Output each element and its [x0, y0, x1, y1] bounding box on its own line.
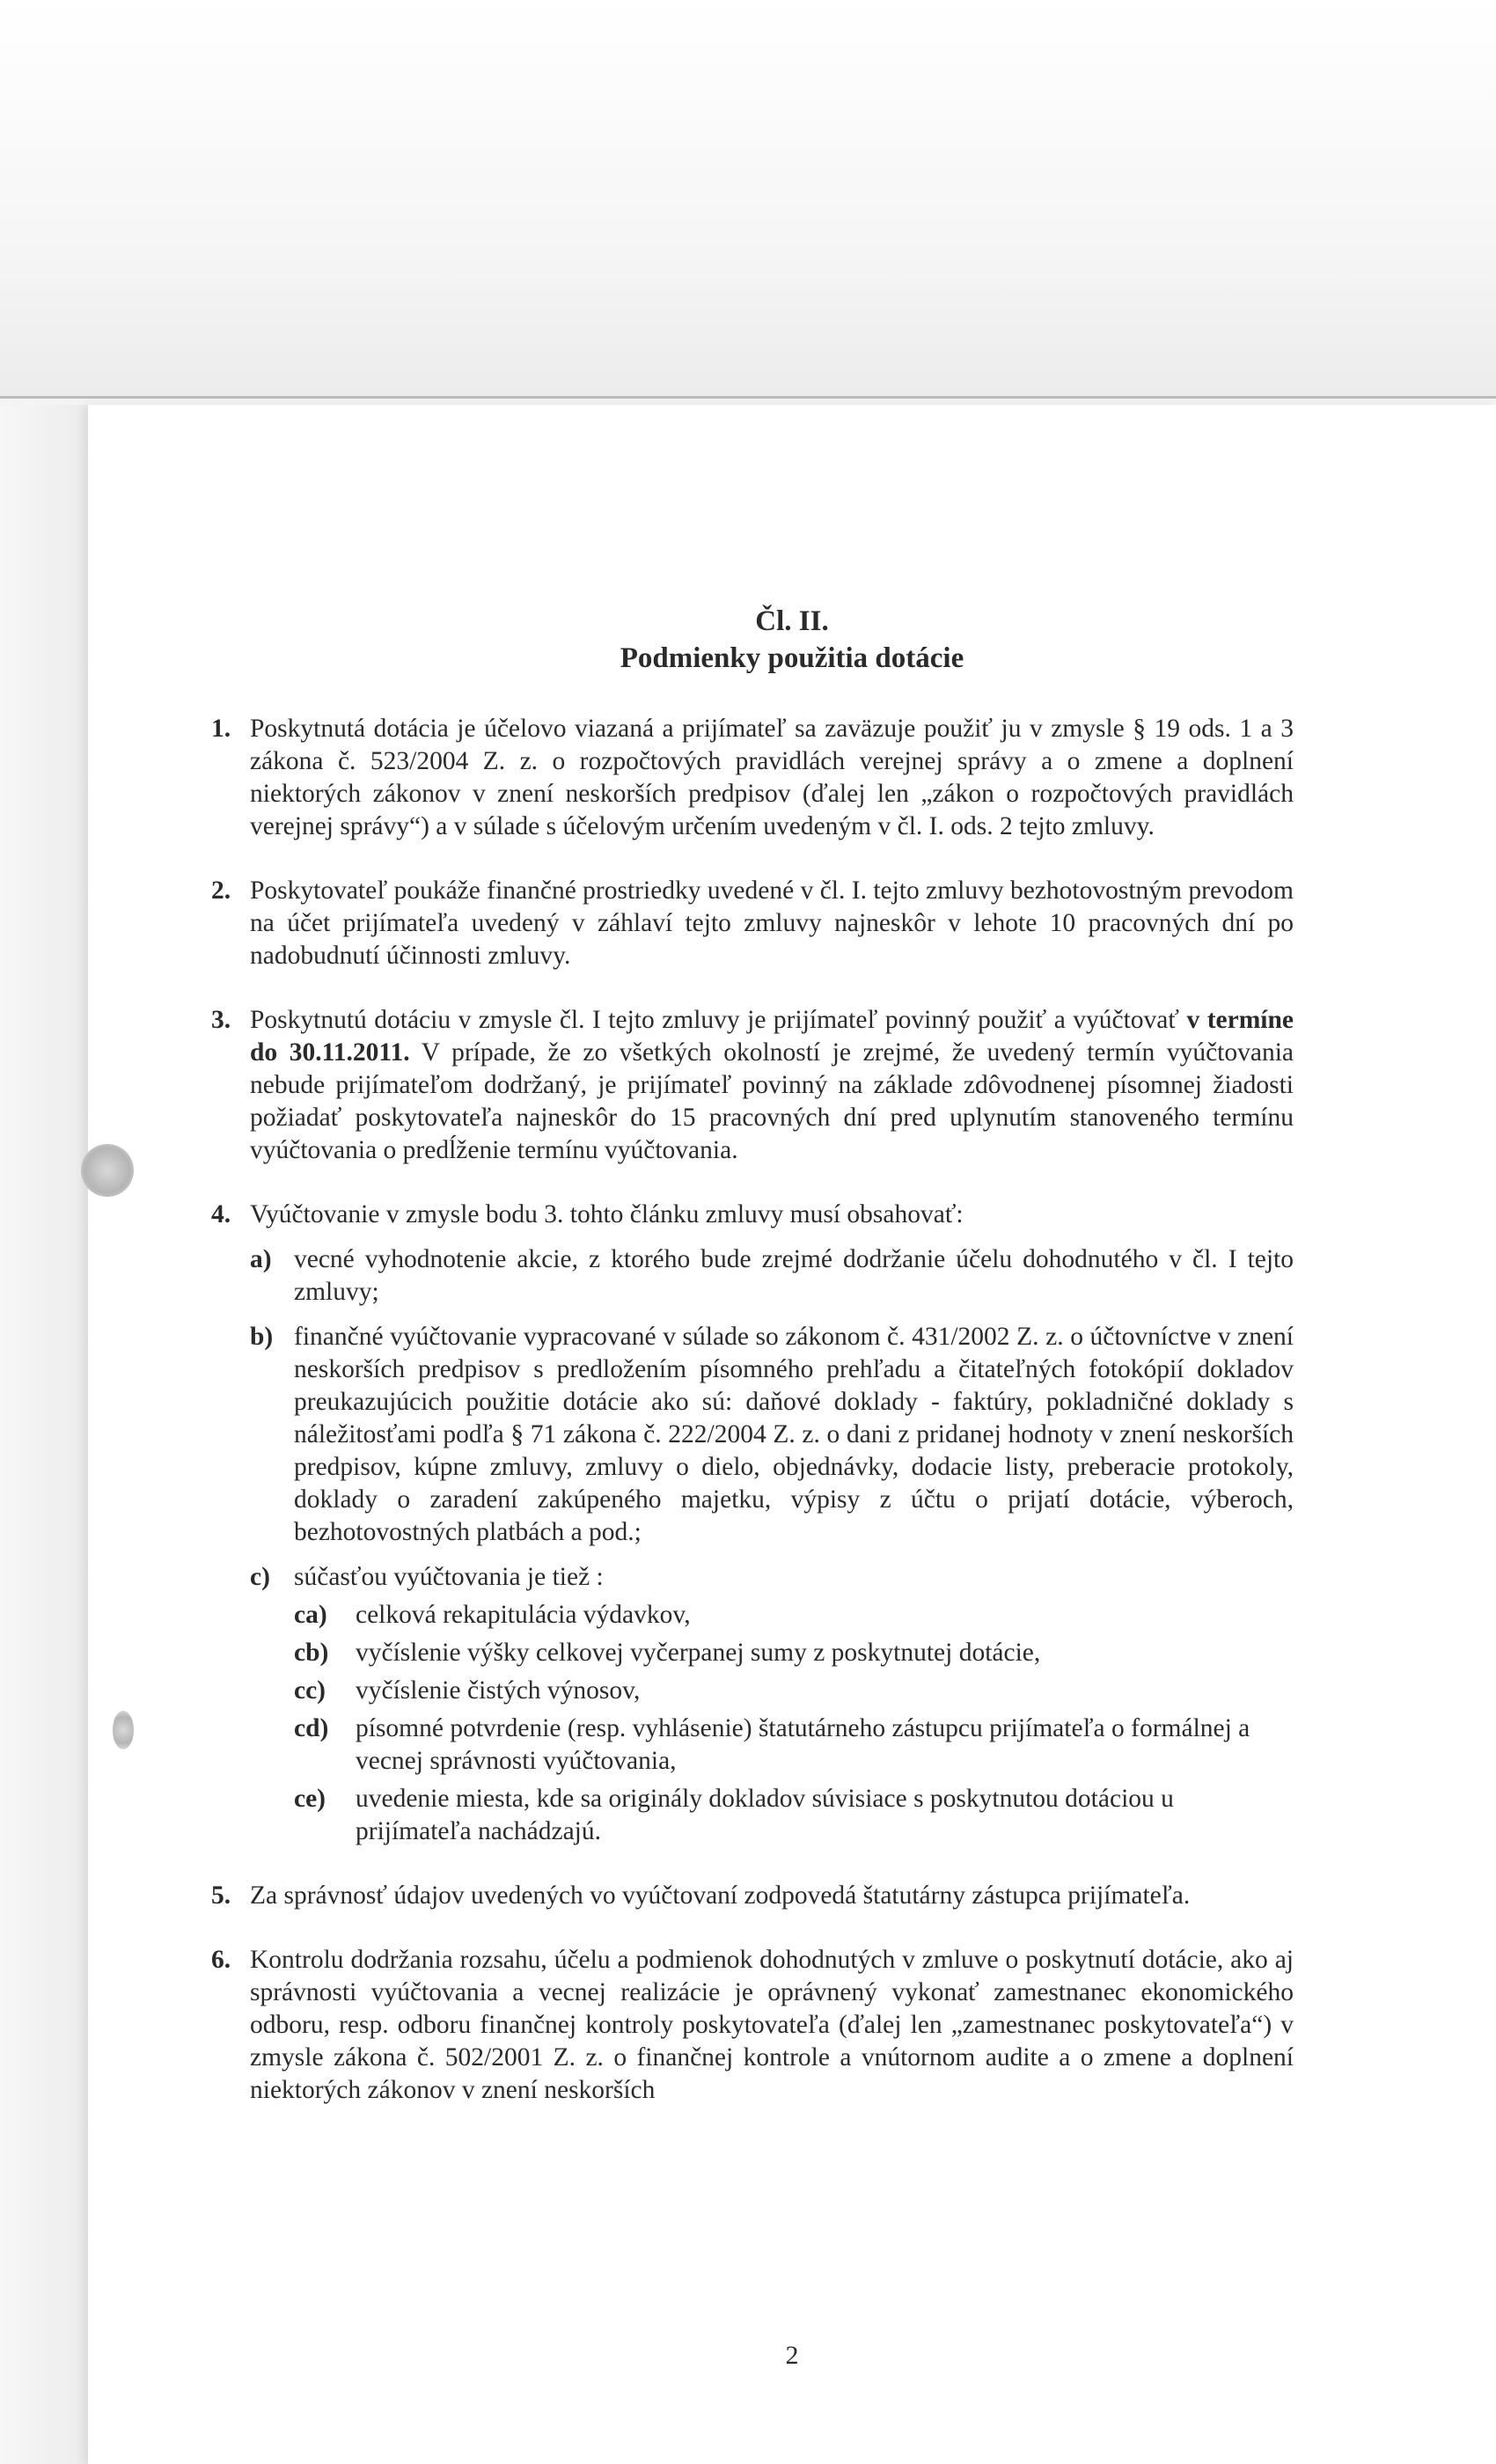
subclause-b	[250, 1321, 1294, 1549]
clause-deadline: v termíne do 30.11.2011.	[250, 1006, 1294, 1067]
page-left-margin	[0, 405, 88, 2464]
clause-1	[211, 713, 1294, 843]
list-item-label: cb)	[294, 1639, 329, 1667]
clause-3	[211, 1004, 1294, 1167]
page-number: 2	[785, 2341, 799, 2370]
punch-hole-mark	[113, 1711, 134, 1749]
punch-hole-mark	[81, 1144, 134, 1197]
list-item-text: uvedenie miesta, kde sa originály dokladov súvisiace s poskytnutou dotáciou u prijímateľa nachádzajú.	[356, 1785, 1174, 1845]
subclause-label: b)	[250, 1323, 274, 1351]
list-item-text: vyčíslenie čistých výnosov,	[356, 1676, 641, 1705]
subclause-text: vecné vyhodnotenie akcie, z ktorého bude zrejmé dodržanie účelu dohodnutého v čl. I tejto zmluvy;	[294, 1245, 1294, 1306]
list-item-label: cd)	[294, 1714, 329, 1742]
list-item-ca	[294, 1599, 1294, 1632]
article-body	[211, 713, 1294, 2138]
clause-text: Kontrolu dodržania rozsahu, účelu a podmienok dohodnutých v zmluve o poskytnutí dotácie, ako aj správnosti vyúčtovania a vecnej realizácie je oprávnený vykonať zamestnanec ekonomického odboru, resp. odboru finančnej kontroly poskytovateľa (ďalej len „zamestnanec poskytovateľa“) v zmysle zákona č. 502/2001 Z. z. o finančnej kontrole a vnútornom audite a o zmene a doplnení niektorých zákonov v znení neskorších	[250, 1946, 1294, 2104]
clause-number: 4.	[211, 1200, 231, 1228]
clause-text-after: V prípade, že zo všetkých okolností je zrejmé, že uvedený termín vyúčtovania nebude prijímateľom dodržaný, je prijímateľ povinný na základe zdôvodnenej písomnej žiadosti požiadať poskytovateľa najneskôr do 15 pracovných dní pred uplynutím stanoveného termínu vyúčtovania o predĺženie termínu vyúčtovania.	[250, 1038, 1294, 1164]
subclause-c	[250, 1561, 1294, 1848]
clause-4	[211, 1199, 1294, 1848]
clause-number: 2.	[211, 876, 231, 905]
subclause-a	[250, 1243, 1294, 1309]
list-item-label: cc)	[294, 1676, 326, 1705]
clause-number: 1.	[211, 715, 231, 743]
top-sheet-edge	[0, 0, 1496, 399]
article-number: Čl. II.	[755, 605, 829, 637]
document-page	[88, 405, 1496, 2464]
article-title: Podmienky použitia dotácie	[620, 642, 964, 674]
clause-text-before: Poskytnutú dotáciu v zmysle čl. I tejto zmluvy je prijímateľ povinný použiť a vyúčtovať	[250, 1006, 1187, 1034]
list-item-cd	[294, 1712, 1294, 1778]
clause-text: Za správnosť údajov uvedených vo vyúčtovaní zodpovedá štatutárny zástupca prijímateľa.	[250, 1881, 1191, 1910]
list-item-cc	[294, 1675, 1294, 1707]
list-item-ce	[294, 1783, 1294, 1848]
list-item-label: ca)	[294, 1601, 327, 1629]
clause-text: Vyúčtovanie v zmysle bodu 3. tohto článku zmluvy musí obsahovať:	[250, 1200, 964, 1228]
clause-2	[211, 875, 1294, 972]
clause-number: 3.	[211, 1006, 231, 1034]
subclause-text: súčasťou vyúčtovania je tiež :	[294, 1563, 604, 1591]
subclause-text: finančné vyúčtovanie vypracované v súlade so zákonom č. 431/2002 Z. z. o účtovníctve v znení neskorších predpisov s predložením písomného prehľadu a čitateľných fotokópií dokladov preukazujúcich použitie dotácie ako sú: daňové doklady - faktúry, pokladničné doklady s náležitosťami podľa § 71 zákona č. 222/2004 Z. z. o dani z pridanej hodnoty v znení neskorších predpisov, kúpne zmluvy, zmluvy o dielo, objednávky, dodacie listy, preberacie protokoly, doklady o zaradení zakúpeného majetku, výpisy z účtu o prijatí dotácie, výberoch, bezhotovostných platbách a pod.;	[294, 1323, 1294, 1546]
subclause-label: a)	[250, 1245, 272, 1273]
list-item-text: celková rekapitulácia výdavkov,	[356, 1601, 691, 1629]
list-item-label: ce)	[294, 1785, 326, 1813]
clause-number: 5.	[211, 1881, 231, 1910]
clause-text: Poskytnutá dotácia je účelovo viazaná a prijímateľ sa zaväzuje použiť ju v zmysle § 19 ods. 1 a 3 zákona č. 523/2004 Z. z. o rozpočtových pravidlách verejnej správy a o zmene a doplnení niektorých zákonov v znení neskorších predpisov (ďalej len „zákon o rozpočtových pravidlách verejnej správy“) a v súlade s účelovým určením uvedeným v čl. I. ods. 2 tejto zmluvy.	[250, 715, 1294, 840]
list-item-cb	[294, 1637, 1294, 1669]
subclause-label: c)	[250, 1563, 270, 1591]
list-item-text: písomné potvrdenie (resp. vyhlásenie) štatutárneho zástupcu prijímateľa o formálnej a vecnej správnosti vyúčtovania,	[356, 1714, 1250, 1775]
clause-number: 6.	[211, 1946, 231, 1974]
clause-text: Poskytovateľ poukáže finančné prostriedky uvedené v čl. I. tejto zmluvy bezhotovostným prevodom na účet prijímateľa uvedený v záhlaví tejto zmluvy najneskôr v lehote 10 pracovných dní po nadobudnutí účinnosti zmluvy.	[250, 876, 1294, 970]
clause-6	[211, 1944, 1294, 2107]
clause-5	[211, 1880, 1294, 1912]
list-item-text: vyčíslenie výšky celkovej vyčerpanej sumy z poskytnutej dotácie,	[356, 1639, 1041, 1667]
